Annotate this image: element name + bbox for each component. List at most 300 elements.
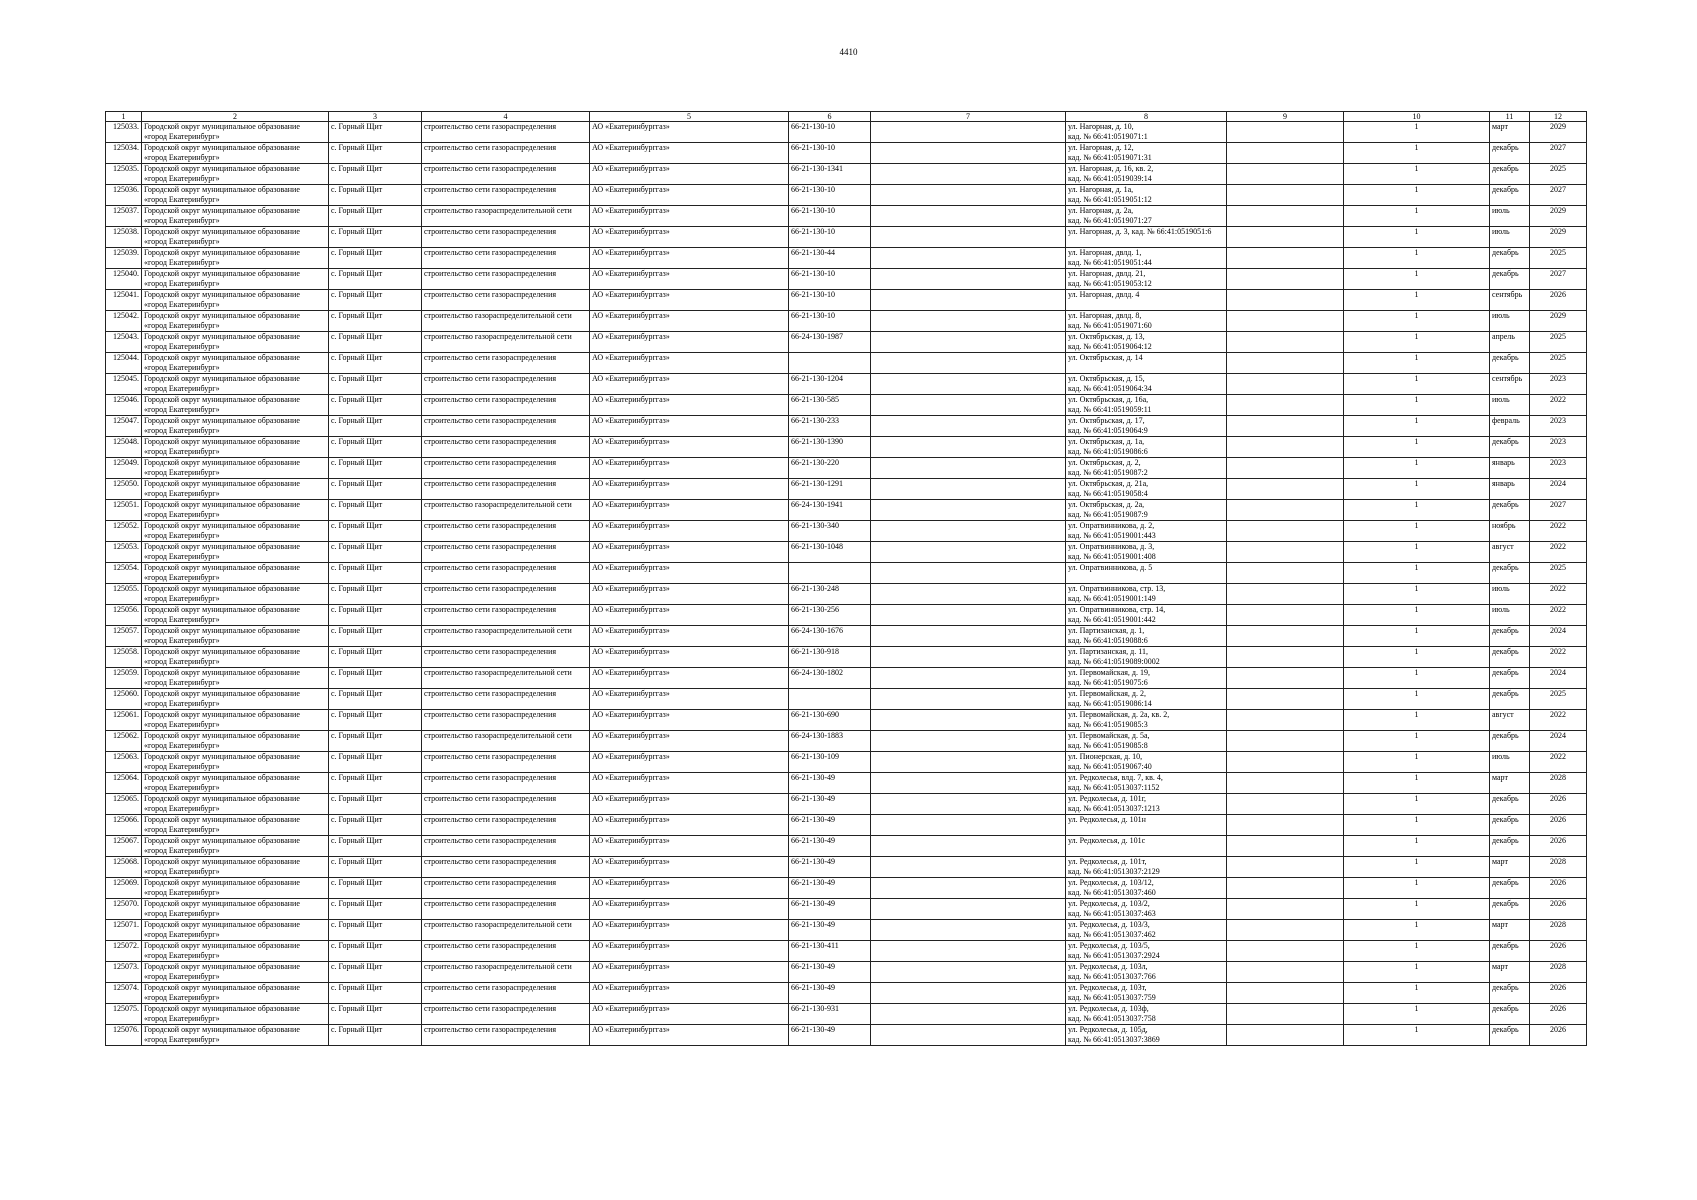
table-row: [106, 1004, 1587, 1025]
cell-quantity: 1: [1344, 836, 1490, 857]
table-row: [106, 773, 1587, 794]
cell-record-number: 125042.: [106, 311, 142, 332]
cell-col7: [871, 290, 1066, 311]
cell-address: ул. Опратвинникова, д. 3, кад. № 66:41:0519001:408: [1066, 542, 1227, 563]
cell-municipality: Городской округ муниципальное образование «город Екатеринбург»: [142, 605, 329, 626]
cell-year: 2026: [1530, 290, 1587, 311]
cell-month: декабрь: [1490, 815, 1530, 836]
cell-code: 66-21-130-49: [789, 983, 871, 1004]
cell-month: январь: [1490, 458, 1530, 479]
table-row: [106, 983, 1587, 1004]
cell-record-number: 125057.: [106, 626, 142, 647]
cell-col9: [1227, 479, 1344, 500]
cell-quantity: 1: [1344, 647, 1490, 668]
cell-col7: [871, 752, 1066, 773]
cell-municipality: Городской округ муниципальное образование «город Екатеринбург»: [142, 626, 329, 647]
cell-settlement: с. Горный Щит: [329, 752, 422, 773]
cell-address: ул. Октябрьская, д. 14: [1066, 353, 1227, 374]
cell-municipality: Городской округ муниципальное образование «город Екатеринбург»: [142, 794, 329, 815]
cell-month: декабрь: [1490, 500, 1530, 521]
cell-address: ул. Редколесья, д. 103/3, кад. № 66:41:0513037:462: [1066, 920, 1227, 941]
cell-municipality: Городской округ муниципальное образование «город Екатеринбург»: [142, 1025, 329, 1046]
cell-quantity: 1: [1344, 227, 1490, 248]
cell-settlement: с. Горный Щит: [329, 311, 422, 332]
column-header-9: 9: [1227, 112, 1344, 122]
column-header-3: 3: [329, 112, 422, 122]
cell-year: 2029: [1530, 311, 1587, 332]
table-row: [106, 962, 1587, 983]
cell-month: декабрь: [1490, 563, 1530, 584]
cell-quantity: 1: [1344, 773, 1490, 794]
cell-code: 66-21-130-49: [789, 899, 871, 920]
cell-organization: АО «Екатеринбурггаз»: [590, 983, 789, 1004]
table-row: [106, 731, 1587, 752]
cell-municipality: Городской округ муниципальное образование «город Екатеринбург»: [142, 143, 329, 164]
cell-settlement: с. Горный Щит: [329, 479, 422, 500]
cell-month: июль: [1490, 584, 1530, 605]
cell-code: 66-21-130-10: [789, 185, 871, 206]
cell-address: ул. Пионерская, д. 10, кад. № 66:41:0519067:40: [1066, 752, 1227, 773]
cell-code: 66-21-130-256: [789, 605, 871, 626]
cell-organization: АО «Екатеринбурггаз»: [590, 878, 789, 899]
cell-month: декабрь: [1490, 164, 1530, 185]
cell-record-number: 125051.: [106, 500, 142, 521]
cell-year: 2022: [1530, 605, 1587, 626]
cell-organization: АО «Екатеринбурггаз»: [590, 1004, 789, 1025]
cell-code: 66-21-130-10: [789, 122, 871, 143]
cell-quantity: 1: [1344, 668, 1490, 689]
cell-month: декабрь: [1490, 689, 1530, 710]
cell-record-number: 125043.: [106, 332, 142, 353]
table-row: [106, 311, 1587, 332]
cell-month: декабрь: [1490, 353, 1530, 374]
table-row: [106, 143, 1587, 164]
cell-work-type: строительство сети газораспределения: [422, 248, 590, 269]
table-row: [106, 815, 1587, 836]
cell-col9: [1227, 416, 1344, 437]
cell-organization: АО «Екатеринбурггаз»: [590, 752, 789, 773]
cell-col7: [871, 269, 1066, 290]
cell-address: ул. Нагорная, д. 12, кад. № 66:41:0519071:31: [1066, 143, 1227, 164]
cell-address: ул. Опратвинникова, д. 2, кад. № 66:41:0519001:443: [1066, 521, 1227, 542]
cell-settlement: с. Горный Щит: [329, 353, 422, 374]
cell-col7: [871, 143, 1066, 164]
cell-code: 66-21-130-49: [789, 815, 871, 836]
cell-code: 66-24-130-1883: [789, 731, 871, 752]
cell-month: март: [1490, 122, 1530, 143]
table-row: [106, 941, 1587, 962]
cell-col9: [1227, 668, 1344, 689]
table-row: [106, 269, 1587, 290]
cell-address: ул. Первомайская, д. 2, кад. № 66:41:0519086:14: [1066, 689, 1227, 710]
cell-settlement: с. Горный Щит: [329, 584, 422, 605]
cell-settlement: с. Горный Щит: [329, 563, 422, 584]
cell-municipality: Городской округ муниципальное образование «город Екатеринбург»: [142, 731, 329, 752]
cell-month: январь: [1490, 479, 1530, 500]
cell-settlement: с. Горный Щит: [329, 269, 422, 290]
cell-col9: [1227, 731, 1344, 752]
cell-work-type: строительство сети газораспределения: [422, 815, 590, 836]
table-row: [106, 353, 1587, 374]
cell-col9: [1227, 542, 1344, 563]
cell-month: декабрь: [1490, 647, 1530, 668]
cell-quantity: 1: [1344, 437, 1490, 458]
cell-year: 2026: [1530, 899, 1587, 920]
cell-quantity: 1: [1344, 542, 1490, 563]
cell-col7: [871, 248, 1066, 269]
cell-code: 66-21-130-10: [789, 206, 871, 227]
cell-col7: [871, 227, 1066, 248]
cell-record-number: 125067.: [106, 836, 142, 857]
cell-col7: [871, 185, 1066, 206]
cell-code: 66-24-130-1987: [789, 332, 871, 353]
cell-record-number: 125045.: [106, 374, 142, 395]
cell-municipality: Городской округ муниципальное образование «город Екатеринбург»: [142, 899, 329, 920]
cell-code: 66-21-130-690: [789, 710, 871, 731]
cell-col9: [1227, 521, 1344, 542]
cell-col7: [871, 395, 1066, 416]
cell-record-number: 125060.: [106, 689, 142, 710]
cell-address: ул. Нагорная, двлд. 8, кад. № 66:41:0519071:60: [1066, 311, 1227, 332]
cell-code: 66-21-130-1204: [789, 374, 871, 395]
cell-settlement: с. Горный Щит: [329, 689, 422, 710]
cell-month: декабрь: [1490, 941, 1530, 962]
cell-address: ул. Редколесья, д. 103/12, кад. № 66:41:0513037:460: [1066, 878, 1227, 899]
cell-work-type: строительство газораспределительной сети: [422, 206, 590, 227]
cell-quantity: 1: [1344, 395, 1490, 416]
cell-quantity: 1: [1344, 311, 1490, 332]
cell-month: март: [1490, 773, 1530, 794]
cell-code: 66-21-130-1341: [789, 164, 871, 185]
cell-record-number: 125037.: [106, 206, 142, 227]
cell-address: ул. Опратвинникова, стр. 14, кад. № 66:41:0519001:442: [1066, 605, 1227, 626]
cell-year: 2025: [1530, 689, 1587, 710]
cell-record-number: 125053.: [106, 542, 142, 563]
column-header-2: 2: [142, 112, 329, 122]
page-number: 4410: [839, 47, 858, 57]
cell-col9: [1227, 689, 1344, 710]
cell-col9: [1227, 164, 1344, 185]
cell-quantity: 1: [1344, 584, 1490, 605]
cell-quantity: 1: [1344, 332, 1490, 353]
table-row: [106, 185, 1587, 206]
cell-address: ул. Редколесья, д. 103л, кад. № 66:41:0513037:766: [1066, 962, 1227, 983]
cell-code: 66-21-130-49: [789, 1025, 871, 1046]
cell-organization: АО «Екатеринбурггаз»: [590, 122, 789, 143]
cell-col9: [1227, 878, 1344, 899]
cell-code: 66-24-130-1941: [789, 500, 871, 521]
column-header-5: 5: [590, 112, 789, 122]
cell-record-number: 125054.: [106, 563, 142, 584]
cell-quantity: 1: [1344, 248, 1490, 269]
column-header-11: 11: [1490, 112, 1530, 122]
cell-address: ул. Первомайская, д. 5а, кад. № 66:41:0519085:8: [1066, 731, 1227, 752]
cell-month: сентябрь: [1490, 374, 1530, 395]
cell-municipality: Городской округ муниципальное образование «город Екатеринбург»: [142, 521, 329, 542]
cell-month: июль: [1490, 206, 1530, 227]
cell-settlement: с. Горный Щит: [329, 836, 422, 857]
cell-work-type: строительство газораспределительной сети: [422, 731, 590, 752]
cell-col9: [1227, 605, 1344, 626]
cell-municipality: Городской округ муниципальное образование «город Екатеринбург»: [142, 1004, 329, 1025]
cell-settlement: с. Горный Щит: [329, 458, 422, 479]
cell-year: 2022: [1530, 752, 1587, 773]
cell-settlement: с. Горный Щит: [329, 1025, 422, 1046]
cell-address: ул. Нагорная, д. 10, кад. № 66:41:0519071:1: [1066, 122, 1227, 143]
cell-col9: [1227, 1025, 1344, 1046]
cell-settlement: с. Горный Щит: [329, 521, 422, 542]
cell-municipality: Городской округ муниципальное образование «город Екатеринбург»: [142, 752, 329, 773]
cell-settlement: с. Горный Щит: [329, 857, 422, 878]
cell-organization: АО «Екатеринбурггаз»: [590, 416, 789, 437]
cell-address: ул. Нагорная, д. 2а, кад. № 66:41:0519071:27: [1066, 206, 1227, 227]
cell-code: 66-21-130-49: [789, 962, 871, 983]
table-row: [106, 878, 1587, 899]
cell-year: 2025: [1530, 248, 1587, 269]
table-row: [106, 689, 1587, 710]
cell-organization: АО «Екатеринбурггаз»: [590, 1025, 789, 1046]
table-row: [106, 521, 1587, 542]
cell-col9: [1227, 962, 1344, 983]
cell-record-number: 125044.: [106, 353, 142, 374]
cell-quantity: 1: [1344, 752, 1490, 773]
cell-code: [789, 563, 871, 584]
cell-col7: [871, 437, 1066, 458]
cell-organization: АО «Екатеринбурггаз»: [590, 395, 789, 416]
table-row: [106, 332, 1587, 353]
cell-work-type: строительство сети газораспределения: [422, 941, 590, 962]
cell-code: 66-21-130-44: [789, 248, 871, 269]
cell-code: 66-24-130-1676: [789, 626, 871, 647]
cell-col7: [871, 605, 1066, 626]
cell-municipality: Городской округ муниципальное образование «город Екатеринбург»: [142, 437, 329, 458]
cell-col9: [1227, 752, 1344, 773]
cell-work-type: строительство сети газораспределения: [422, 416, 590, 437]
cell-address: ул. Редколесья, д. 101с: [1066, 836, 1227, 857]
cell-organization: АО «Екатеринбурггаз»: [590, 185, 789, 206]
cell-municipality: Городской округ муниципальное образование «город Екатеринбург»: [142, 290, 329, 311]
cell-code: [789, 353, 871, 374]
cell-address: ул. Октябрьская, д. 15, кад. № 66:41:0519064:34: [1066, 374, 1227, 395]
cell-work-type: строительство сети газораспределения: [422, 1004, 590, 1025]
cell-code: 66-21-130-931: [789, 1004, 871, 1025]
cell-settlement: с. Горный Щит: [329, 878, 422, 899]
cell-col7: [871, 626, 1066, 647]
cell-organization: АО «Екатеринбурггаз»: [590, 332, 789, 353]
cell-municipality: Городской округ муниципальное образование «город Екатеринбург»: [142, 710, 329, 731]
cell-month: февраль: [1490, 416, 1530, 437]
cell-address: ул. Нагорная, двлд. 21, кад. № 66:41:0519053:12: [1066, 269, 1227, 290]
cell-organization: АО «Екатеринбурггаз»: [590, 206, 789, 227]
table-row: [106, 227, 1587, 248]
cell-col7: [871, 206, 1066, 227]
cell-municipality: Городской округ муниципальное образование «город Екатеринбург»: [142, 878, 329, 899]
table-row: [106, 584, 1587, 605]
cell-record-number: 125047.: [106, 416, 142, 437]
cell-settlement: с. Горный Щит: [329, 164, 422, 185]
cell-work-type: строительство газораспределительной сети: [422, 920, 590, 941]
cell-quantity: 1: [1344, 857, 1490, 878]
cell-code: 66-21-130-49: [789, 920, 871, 941]
cell-month: декабрь: [1490, 143, 1530, 164]
cell-work-type: строительство сети газораспределения: [422, 437, 590, 458]
cell-month: ноябрь: [1490, 521, 1530, 542]
cell-month: декабрь: [1490, 626, 1530, 647]
cell-col9: [1227, 143, 1344, 164]
cell-record-number: 125039.: [106, 248, 142, 269]
cell-year: 2025: [1530, 332, 1587, 353]
cell-organization: АО «Екатеринбурггаз»: [590, 731, 789, 752]
cell-quantity: 1: [1344, 416, 1490, 437]
cell-quantity: 1: [1344, 710, 1490, 731]
cell-work-type: строительство сети газораспределения: [422, 605, 590, 626]
cell-year: 2026: [1530, 941, 1587, 962]
cell-month: июль: [1490, 227, 1530, 248]
cell-settlement: с. Горный Щит: [329, 500, 422, 521]
cell-address: ул. Нагорная, д. 3, кад. № 66:41:0519051:6: [1066, 227, 1227, 248]
cell-year: 2025: [1530, 563, 1587, 584]
cell-settlement: с. Горный Щит: [329, 1004, 422, 1025]
cell-month: декабрь: [1490, 269, 1530, 290]
cell-record-number: 125062.: [106, 731, 142, 752]
cell-municipality: Городской округ муниципальное образование «город Екатеринбург»: [142, 668, 329, 689]
cell-organization: АО «Екатеринбурггаз»: [590, 563, 789, 584]
cell-col7: [871, 731, 1066, 752]
cell-col9: [1227, 941, 1344, 962]
cell-work-type: строительство сети газораспределения: [422, 857, 590, 878]
cell-settlement: с. Горный Щит: [329, 143, 422, 164]
table-row: [106, 500, 1587, 521]
cell-work-type: строительство сети газораспределения: [422, 521, 590, 542]
cell-code: 66-21-130-10: [789, 269, 871, 290]
cell-work-type: строительство сети газораспределения: [422, 227, 590, 248]
cell-code: 66-21-130-340: [789, 521, 871, 542]
cell-address: ул. Нагорная, двлд. 4: [1066, 290, 1227, 311]
cell-year: 2025: [1530, 353, 1587, 374]
cell-month: июль: [1490, 605, 1530, 626]
cell-quantity: 1: [1344, 206, 1490, 227]
cell-municipality: Городской округ муниципальное образование «город Екатеринбург»: [142, 836, 329, 857]
table-row: [106, 437, 1587, 458]
cell-col9: [1227, 500, 1344, 521]
table-row: [106, 290, 1587, 311]
cell-year: 2028: [1530, 962, 1587, 983]
cell-year: 2025: [1530, 164, 1587, 185]
cell-month: март: [1490, 962, 1530, 983]
cell-month: декабрь: [1490, 794, 1530, 815]
cell-record-number: 125074.: [106, 983, 142, 1004]
cell-address: ул. Опратвинникова, стр. 13, кад. № 66:41:0519001:149: [1066, 584, 1227, 605]
cell-address: ул. Нагорная, д. 1а, кад. № 66:41:0519051:12: [1066, 185, 1227, 206]
cell-year: 2022: [1530, 521, 1587, 542]
table-row: [106, 416, 1587, 437]
cell-col7: [871, 563, 1066, 584]
cell-quantity: 1: [1344, 290, 1490, 311]
cell-year: 2022: [1530, 542, 1587, 563]
cell-code: 66-21-130-220: [789, 458, 871, 479]
cell-code: 66-21-130-49: [789, 794, 871, 815]
cell-record-number: 125061.: [106, 710, 142, 731]
cell-address: ул. Редколесья, д. 101г, кад. № 66:41:0513037:1213: [1066, 794, 1227, 815]
cell-work-type: строительство сети газораспределения: [422, 1025, 590, 1046]
cell-record-number: 125068.: [106, 857, 142, 878]
cell-col7: [871, 479, 1066, 500]
cell-quantity: 1: [1344, 962, 1490, 983]
cell-work-type: строительство сети газораспределения: [422, 647, 590, 668]
cell-organization: АО «Екатеринбурггаз»: [590, 500, 789, 521]
table-row: [106, 479, 1587, 500]
cell-col7: [871, 584, 1066, 605]
table-row: [106, 626, 1587, 647]
table-row: [106, 374, 1587, 395]
cell-col7: [871, 1025, 1066, 1046]
cell-code: 66-21-130-10: [789, 143, 871, 164]
cell-month: декабрь: [1490, 248, 1530, 269]
cell-settlement: с. Горный Щит: [329, 542, 422, 563]
table-row: [106, 542, 1587, 563]
cell-municipality: Городской округ муниципальное образование «город Екатеринбург»: [142, 647, 329, 668]
cell-settlement: с. Горный Щит: [329, 983, 422, 1004]
cell-col9: [1227, 1004, 1344, 1025]
cell-year: 2026: [1530, 836, 1587, 857]
cell-organization: АО «Екатеринбурггаз»: [590, 605, 789, 626]
table-row: [106, 920, 1587, 941]
cell-work-type: строительство сети газораспределения: [422, 353, 590, 374]
cell-col7: [871, 773, 1066, 794]
cell-year: 2029: [1530, 227, 1587, 248]
cell-year: 2026: [1530, 1004, 1587, 1025]
cell-work-type: строительство газораспределительной сети: [422, 311, 590, 332]
cell-col9: [1227, 374, 1344, 395]
cell-organization: АО «Екатеринбурггаз»: [590, 269, 789, 290]
table-body: [106, 122, 1587, 1046]
cell-record-number: 125070.: [106, 899, 142, 920]
cell-col7: [871, 458, 1066, 479]
cell-record-number: 125033.: [106, 122, 142, 143]
cell-organization: АО «Екатеринбурггаз»: [590, 710, 789, 731]
cell-record-number: 125065.: [106, 794, 142, 815]
cell-municipality: Городской округ муниципальное образование «город Екатеринбург»: [142, 584, 329, 605]
cell-quantity: 1: [1344, 920, 1490, 941]
cell-settlement: с. Горный Щит: [329, 626, 422, 647]
cell-col9: [1227, 626, 1344, 647]
cell-address: ул. Редколесья, д. 101т, кад. № 66:41:0513037:2129: [1066, 857, 1227, 878]
cell-col9: [1227, 899, 1344, 920]
cell-organization: АО «Екатеринбурггаз»: [590, 815, 789, 836]
cell-organization: АО «Екатеринбурггаз»: [590, 794, 789, 815]
cell-year: 2026: [1530, 878, 1587, 899]
cell-work-type: строительство сети газораспределения: [422, 269, 590, 290]
cell-settlement: с. Горный Щит: [329, 899, 422, 920]
cell-record-number: 125035.: [106, 164, 142, 185]
cell-quantity: 1: [1344, 164, 1490, 185]
cell-year: 2027: [1530, 143, 1587, 164]
cell-settlement: с. Горный Щит: [329, 437, 422, 458]
cell-col9: [1227, 458, 1344, 479]
cell-municipality: Городской округ муниципальное образование «город Екатеринбург»: [142, 206, 329, 227]
cell-col7: [871, 521, 1066, 542]
cell-municipality: Городской округ муниципальное образование «город Екатеринбург»: [142, 164, 329, 185]
cell-address: ул. Октябрьская, д. 13, кад. № 66:41:0519064:12: [1066, 332, 1227, 353]
cell-work-type: строительство сети газораспределения: [422, 689, 590, 710]
cell-work-type: строительство сети газораспределения: [422, 185, 590, 206]
cell-month: июль: [1490, 395, 1530, 416]
cell-record-number: 125064.: [106, 773, 142, 794]
cell-record-number: 125063.: [106, 752, 142, 773]
cell-organization: АО «Екатеринбурггаз»: [590, 584, 789, 605]
cell-quantity: 1: [1344, 731, 1490, 752]
cell-year: 2028: [1530, 920, 1587, 941]
